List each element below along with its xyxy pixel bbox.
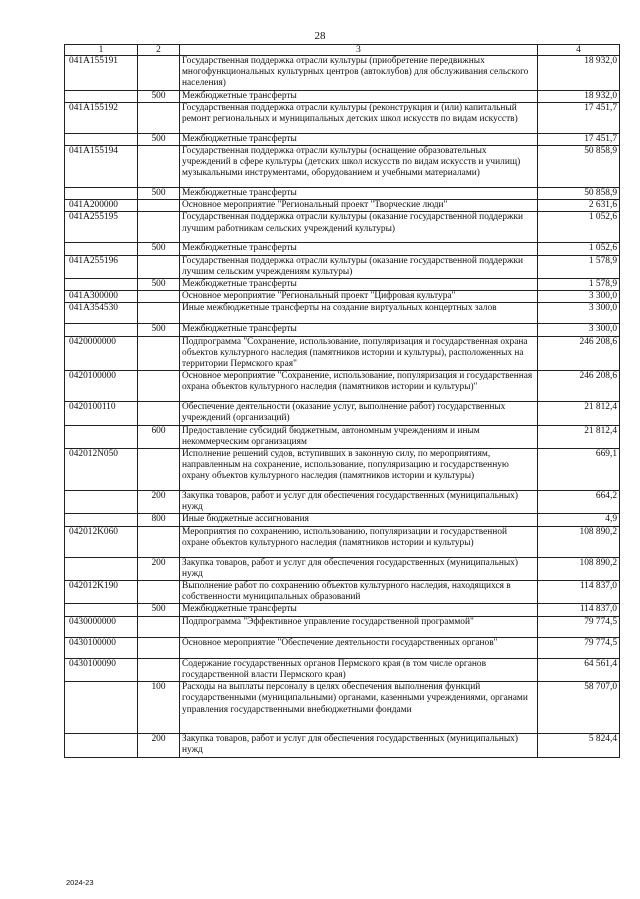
expense-type-cell: 100	[138, 682, 180, 734]
code-cell	[65, 514, 138, 526]
name-cell: Подпрограмма "Сохранение, использование, популяризация и государственная охрана объектов культурного наследия (памятников истории и культуры), расположенных на территории Пермского края"	[180, 336, 538, 371]
code-cell: 042012K190	[65, 581, 138, 604]
expense-type-cell: 200	[138, 557, 180, 580]
table-row	[65, 336, 620, 371]
name-cell: Межбюджетные трансферты	[180, 133, 538, 145]
table-row	[65, 90, 620, 102]
code-cell	[65, 491, 138, 514]
code-cell	[65, 682, 138, 734]
column-number-1: 1	[65, 45, 138, 56]
code-cell: 0430000000	[65, 616, 138, 637]
expense-type-cell: 500	[138, 324, 180, 336]
amount-cell: 50 858,9	[538, 188, 620, 200]
code-cell	[65, 188, 138, 200]
code-cell: 042012N050	[65, 449, 138, 491]
expense-type-cell: 500	[138, 188, 180, 200]
amount-cell: 669,1	[538, 449, 620, 491]
table-row	[65, 255, 620, 278]
amount-cell: 3 300,0	[538, 303, 620, 324]
amount-cell: 1 578,9	[538, 279, 620, 291]
expense-type-cell	[138, 212, 180, 243]
table-row	[65, 637, 620, 658]
amount-cell: 21 812,4	[538, 402, 620, 425]
table-row	[65, 212, 620, 243]
code-cell: 041A155192	[65, 102, 138, 133]
expense-type-cell	[138, 637, 180, 658]
table-row	[65, 303, 620, 324]
name-cell: Исполнение решений судов, вступивших в законную силу, по мероприятиям, направленным на сохранение, использование, популяризацию и государственную охрану объектов культурного наследия (памятников истории и культуры)	[180, 449, 538, 491]
table-row	[65, 371, 620, 402]
expense-type-cell	[138, 449, 180, 491]
amount-cell: 50 858,9	[538, 146, 620, 188]
name-cell: Основное мероприятие "Региональный проект "Творческие люди"	[180, 200, 538, 212]
expense-type-cell	[138, 102, 180, 133]
expense-type-cell: 200	[138, 491, 180, 514]
code-cell: 041A255195	[65, 212, 138, 243]
table-row	[65, 616, 620, 637]
code-cell: 041A155191	[65, 56, 138, 91]
amount-cell: 79 774,5	[538, 637, 620, 658]
table-row	[65, 279, 620, 291]
name-cell: Подпрограмма "Эффективное управление государственной программой"	[180, 616, 538, 637]
expense-type-cell: 500	[138, 243, 180, 255]
amount-cell: 1 052,6	[538, 243, 620, 255]
table-row	[65, 243, 620, 255]
code-cell	[65, 734, 138, 757]
table-row	[65, 734, 620, 757]
table-row	[65, 425, 620, 448]
amount-cell: 21 812,4	[538, 425, 620, 448]
code-cell: 0420000000	[65, 336, 138, 371]
name-cell: Государственная поддержка отрасли культуры (оказание государственной поддержки лучшим работникам сельских учреждений культуры)	[180, 212, 538, 243]
code-cell: 041A354530	[65, 303, 138, 324]
expense-type-cell: 800	[138, 514, 180, 526]
code-cell	[65, 557, 138, 580]
page-number: 28	[314, 30, 326, 42]
column-number-row	[65, 45, 620, 56]
name-cell: Выполнение работ по сохранению объектов культурного наследия, находящихся в собственности муниципальных образований	[180, 581, 538, 604]
amount-cell: 3 300,0	[538, 324, 620, 336]
name-cell: Межбюджетные трансферты	[180, 279, 538, 291]
name-cell: Обеспечение деятельности (оказание услуг, выполнение работ) государственных учреждений (организаций)	[180, 402, 538, 425]
name-cell: Иные бюджетные ассигнования	[180, 514, 538, 526]
name-cell: Межбюджетные трансферты	[180, 90, 538, 102]
code-cell: 041A255196	[65, 255, 138, 278]
amount-cell: 108 890,2	[538, 526, 620, 557]
table-row	[65, 581, 620, 604]
table-row	[65, 56, 620, 91]
amount-cell: 114 837,0	[538, 604, 620, 616]
name-cell: Государственная поддержка отрасли культуры (оснащение образовательных учреждений в сфере культуры (детских школ искусств по видам искусств и училищ) музыкальными инструментами, оборудованием и учебными материалами)	[180, 146, 538, 188]
expense-type-cell: 500	[138, 90, 180, 102]
amount-cell: 4,9	[538, 514, 620, 526]
code-cell: 041A200000	[65, 200, 138, 212]
name-cell: Государственная поддержка отрасли культуры (реконструкция и (или) капитальный ремонт региональных и муниципальных детских школ искусств по видам искусств)	[180, 102, 538, 133]
expense-type-cell	[138, 56, 180, 91]
amount-cell: 1 578,9	[538, 255, 620, 278]
name-cell: Иные межбюджетные трансферты на создание виртуальных концертных залов	[180, 303, 538, 324]
amount-cell: 64 561,4	[538, 658, 620, 681]
amount-cell: 108 890,2	[538, 557, 620, 580]
name-cell: Закупка товаров, работ и услуг для обеспечения государственных (муниципальных) нужд	[180, 734, 538, 757]
name-cell: Закупка товаров, работ и услуг для обеспечения государственных (муниципальных) нужд	[180, 491, 538, 514]
expense-type-cell	[138, 146, 180, 188]
table-row	[65, 658, 620, 681]
amount-cell: 17 451,7	[538, 133, 620, 145]
table-row	[65, 514, 620, 526]
amount-cell: 246 208,6	[538, 371, 620, 402]
expense-type-cell: 200	[138, 734, 180, 757]
code-cell	[65, 90, 138, 102]
amount-cell: 18 932,0	[538, 90, 620, 102]
footer-code: 2024-23	[66, 878, 94, 887]
name-cell: Закупка товаров, работ и услуг для обеспечения государственных (муниципальных) нужд	[180, 557, 538, 580]
expense-type-cell: 500	[138, 133, 180, 145]
expense-type-cell: 500	[138, 604, 180, 616]
table-body	[65, 56, 620, 758]
expense-type-cell	[138, 616, 180, 637]
code-cell	[65, 324, 138, 336]
expense-type-cell	[138, 526, 180, 557]
amount-cell: 79 774,5	[538, 616, 620, 637]
expense-type-cell	[138, 581, 180, 604]
expense-type-cell: 500	[138, 279, 180, 291]
name-cell: Мероприятия по сохранению, использованию, популяризации и государственной охране объектов культурного наследия (памятников истории и культуры)	[180, 526, 538, 557]
name-cell: Расходы на выплаты персоналу в целях обеспечения выполнения функций государственными (муниципальными) органами, казенными учреждениями, органами управления государственными внебюджетными фондами	[180, 682, 538, 734]
amount-cell: 17 451,7	[538, 102, 620, 133]
code-cell	[65, 279, 138, 291]
table-row	[65, 526, 620, 557]
name-cell: Содержание государственных органов Пермского края (в том числе органов государственной власти Пермского края)	[180, 658, 538, 681]
expense-type-cell	[138, 255, 180, 278]
code-cell: 041A155194	[65, 146, 138, 188]
code-cell	[65, 604, 138, 616]
code-cell: 0420100110	[65, 402, 138, 425]
amount-cell: 58 707,0	[538, 682, 620, 734]
name-cell: Государственная поддержка отрасли культуры (оказание государственной поддержки лучшим сельским учреждениям культуры)	[180, 255, 538, 278]
name-cell: Основное мероприятие "Региональный проект "Цифровая культура"	[180, 291, 538, 303]
column-number-3: 3	[180, 45, 538, 56]
name-cell: Основное мероприятие "Обеспечение деятельности государственных органов"	[180, 637, 538, 658]
table-row	[65, 682, 620, 734]
amount-cell: 114 837,0	[538, 581, 620, 604]
budget-table	[64, 44, 620, 758]
amount-cell: 2 631,6	[538, 200, 620, 212]
code-cell: 0430100090	[65, 658, 138, 681]
code-cell: 041A300000	[65, 291, 138, 303]
table-row	[65, 188, 620, 200]
expense-type-cell	[138, 336, 180, 371]
code-cell	[65, 243, 138, 255]
expense-type-cell	[138, 371, 180, 402]
amount-cell: 664,2	[538, 491, 620, 514]
code-cell: 042012K060	[65, 526, 138, 557]
name-cell: Государственная поддержка отрасли культуры (приобретение передвижных многофункциональных культурных центров (автоклубов) для обслуживания сельского населения)	[180, 56, 538, 91]
table-row	[65, 200, 620, 212]
name-cell: Межбюджетные трансферты	[180, 243, 538, 255]
expense-type-cell	[138, 291, 180, 303]
table-row	[65, 133, 620, 145]
name-cell: Межбюджетные трансферты	[180, 604, 538, 616]
code-cell: 0430100000	[65, 637, 138, 658]
table-row	[65, 557, 620, 580]
amount-cell: 246 208,6	[538, 336, 620, 371]
name-cell: Основное мероприятие "Сохранение, использование, популяризация и государственная охрана объектов культурного наследия (памятников истории и культуры)"	[180, 371, 538, 402]
name-cell: Межбюджетные трансферты	[180, 324, 538, 336]
name-cell: Предоставление субсидий бюджетным, автономным учреждениям и иным некоммерческим организациям	[180, 425, 538, 448]
expense-type-cell	[138, 303, 180, 324]
table-row	[65, 102, 620, 133]
name-cell: Межбюджетные трансферты	[180, 188, 538, 200]
code-cell	[65, 133, 138, 145]
amount-cell: 3 300,0	[538, 291, 620, 303]
code-cell: 0420100000	[65, 371, 138, 402]
table-row	[65, 291, 620, 303]
amount-cell: 1 052,6	[538, 212, 620, 243]
column-number-4: 4	[538, 45, 620, 56]
table-row	[65, 402, 620, 425]
amount-cell: 5 824,4	[538, 734, 620, 757]
column-number-2: 2	[138, 45, 180, 56]
table-row	[65, 324, 620, 336]
table-row	[65, 449, 620, 491]
expense-type-cell: 600	[138, 425, 180, 448]
code-cell	[65, 425, 138, 448]
expense-type-cell	[138, 402, 180, 425]
table-row	[65, 491, 620, 514]
table-row	[65, 604, 620, 616]
amount-cell: 18 932,0	[538, 56, 620, 91]
expense-type-cell	[138, 658, 180, 681]
expense-type-cell	[138, 200, 180, 212]
table-row	[65, 146, 620, 188]
